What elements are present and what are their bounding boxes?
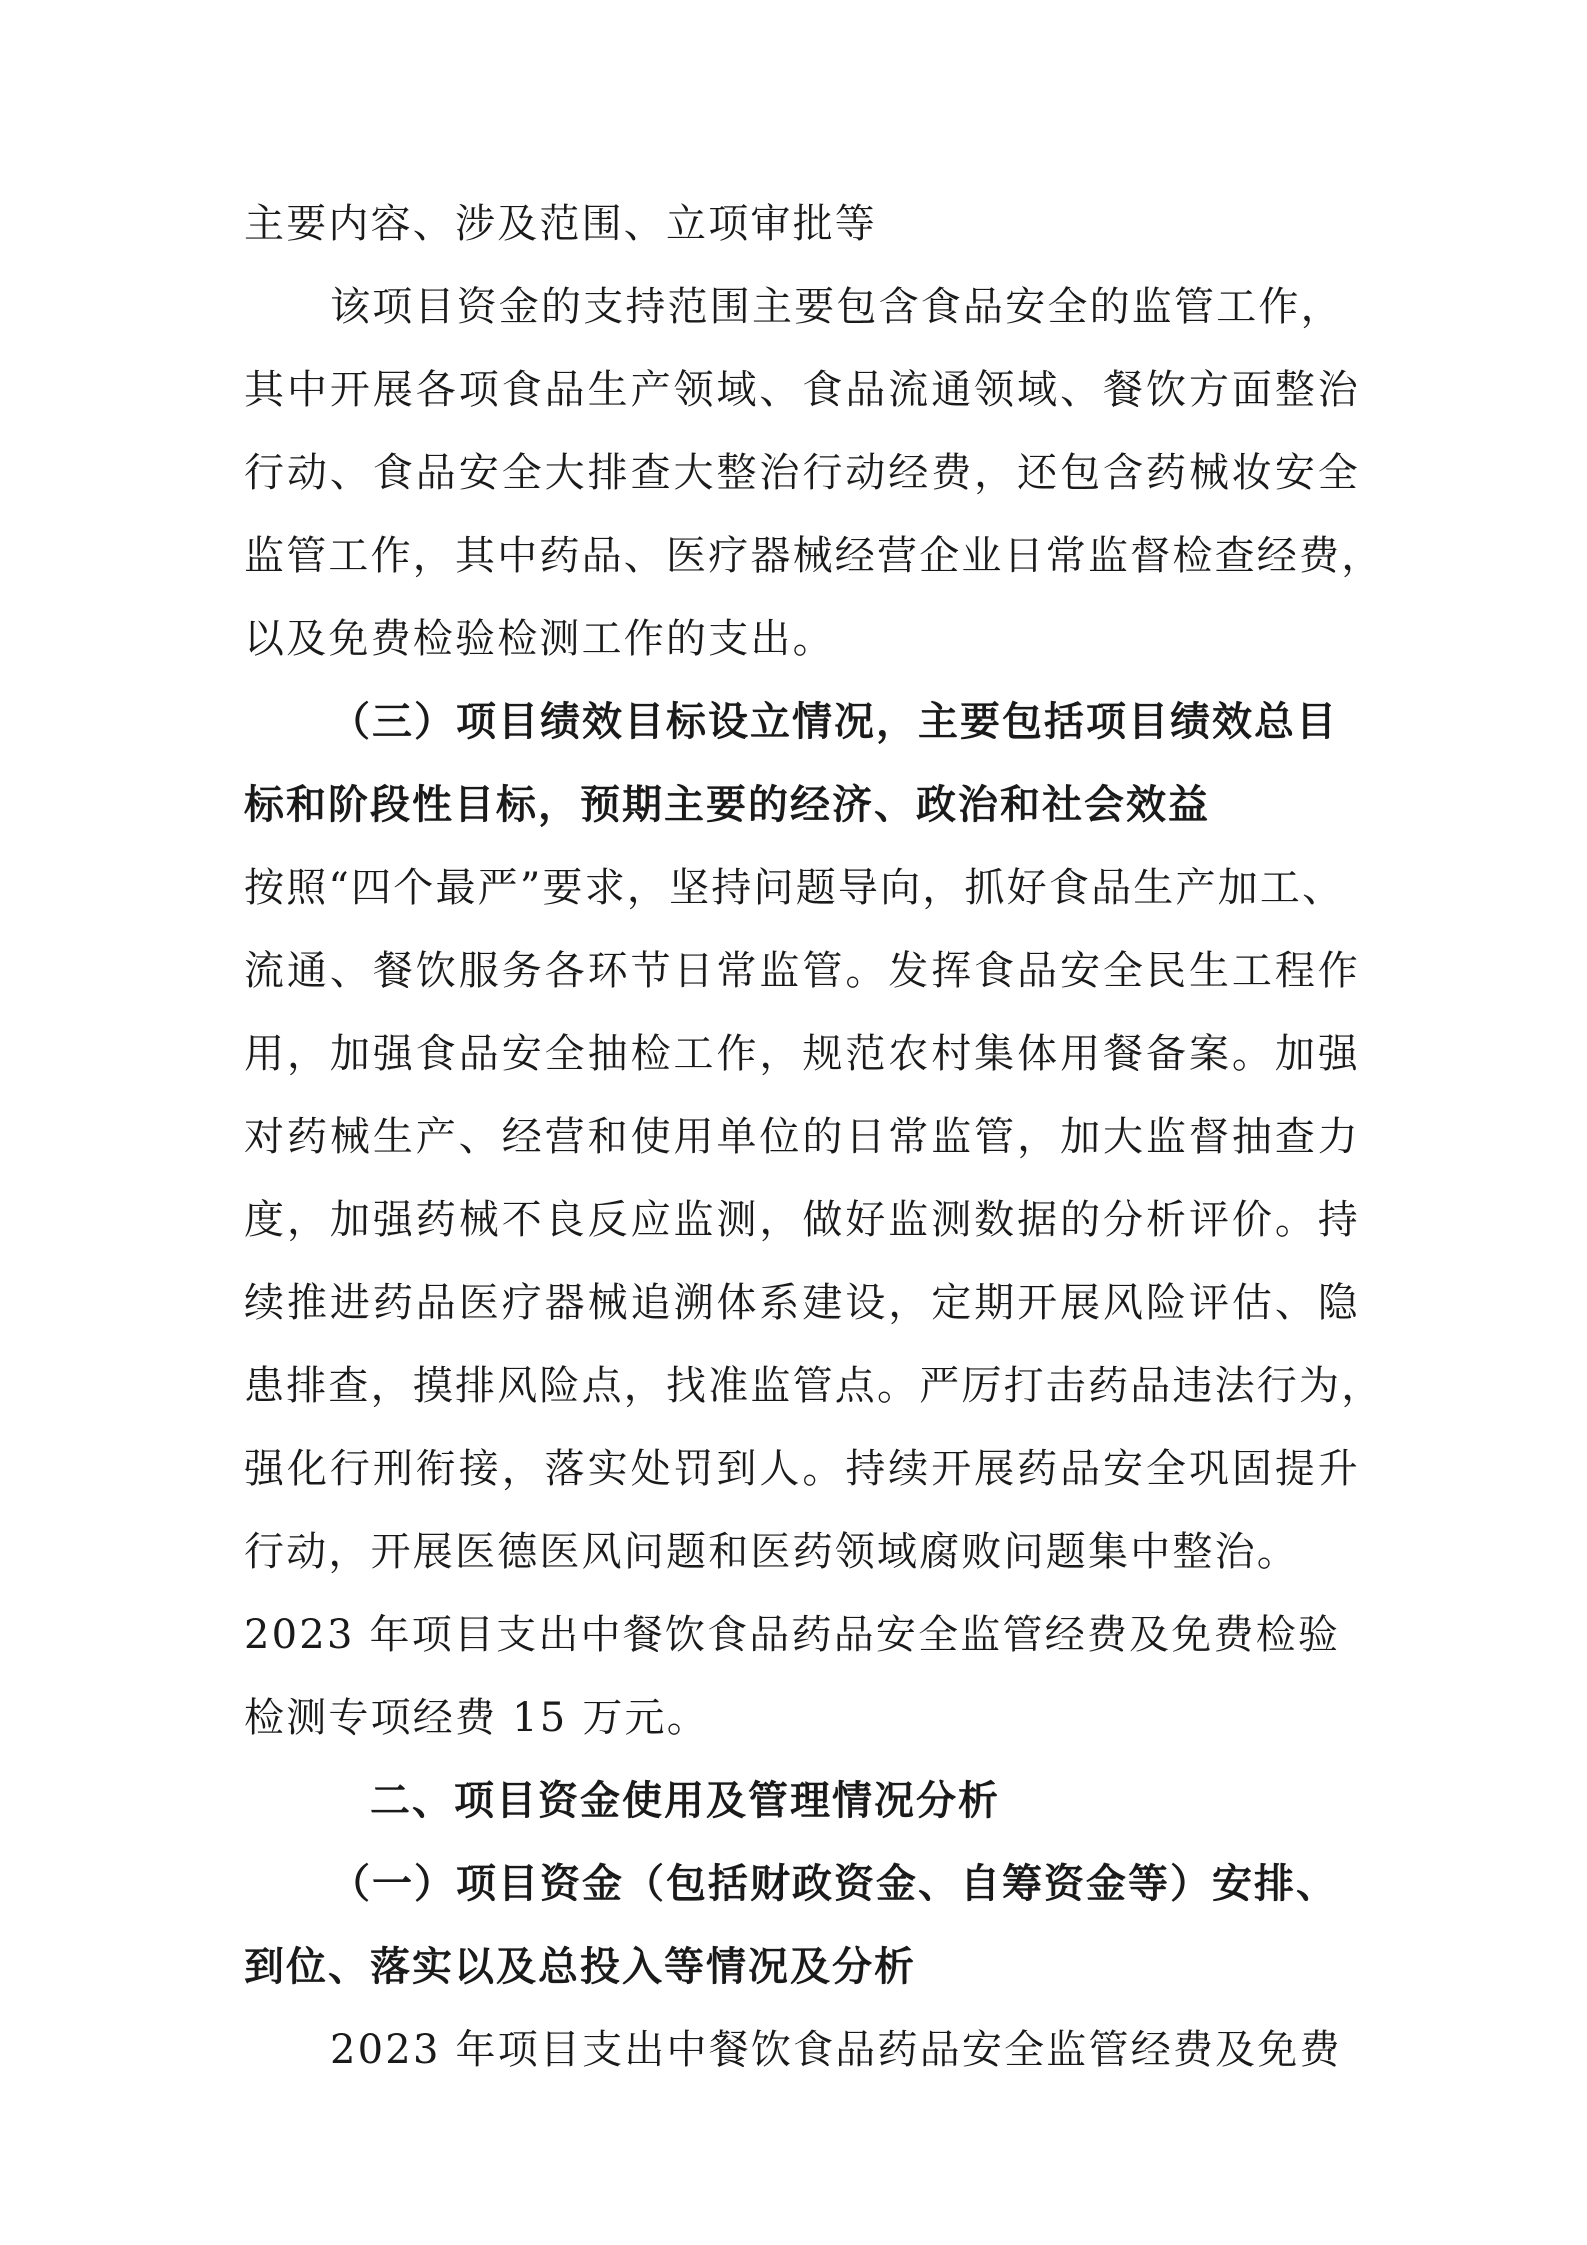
text-line-1: 主要内容、涉及范围、立项审批等 — [244, 201, 877, 247]
text-line-13: 度，加强药械不良反应监测，做好监测数据的分析评价。持 — [244, 1197, 1360, 1243]
text-line-3: 其中开展各项食品生产领域、食品流通领域、餐饮方面整治 — [244, 367, 1360, 413]
text-line-23: 2023 年项目支出中餐饮食品药品安全监管经费及免费 — [330, 2027, 1342, 2073]
text-line-16: 强化行刑衔接，落实处罚到人。持续开展药品安全巩固提升 — [244, 1446, 1360, 1492]
text-line-17: 行动，开展医德医风问题和医药领域腐败问题集中整治。 — [244, 1529, 1299, 1575]
text-line-9: 按照“四个最严”要求，坚持问题导向，抓好食品生产加工、 — [244, 865, 1345, 911]
text-line-18: 2023 年项目支出中餐饮食品药品安全监管经费及免费检验 — [244, 1612, 1341, 1658]
section-heading-3-line-2: 标和阶段性目标，预期主要的经济、政治和社会效益 — [244, 782, 1210, 828]
text-line-4: 行动、食品安全大排查大整治行动经费，还包含药械妆安全 — [244, 450, 1360, 496]
text-line-10: 流通、餐饮服务各环节日常监管。发挥食品安全民生工程作 — [244, 948, 1360, 994]
text-line-6: 以及免费检验检测工作的支出。 — [244, 616, 835, 662]
text-line-5: 监管工作，其中药品、医疗器械经营企业日常监督检查经费， — [244, 533, 1384, 579]
text-line-2: 该项目资金的支持范围主要包含食品安全的监管工作， — [330, 284, 1343, 330]
text-line-12: 对药械生产、经营和使用单位的日常监管，加大监督抽查力 — [244, 1114, 1360, 1160]
section-heading-2: 二、项目资金使用及管理情况分析 — [370, 1778, 1000, 1824]
section-heading-2-1-line-1: （一）项目资金（包括财政资金、自筹资金等）安排、 — [330, 1861, 1338, 1907]
section-heading-2-1-line-2: 到位、落实以及总投入等情况及分析 — [244, 1944, 916, 1990]
text-line-11: 用，加强食品安全抽检工作，规范农村集体用餐备案。加强 — [244, 1031, 1360, 1077]
text-line-19: 检测专项经费 15 万元。 — [244, 1695, 709, 1741]
section-heading-3-line-1: （三）项目绩效目标设立情况，主要包括项目绩效总目 — [330, 699, 1338, 745]
text-line-15: 患排查，摸排风险点，找准监管点。严厉打击药品违法行为， — [244, 1363, 1384, 1409]
text-line-14: 续推进药品医疗器械追溯体系建设，定期开展风险评估、隐 — [244, 1280, 1360, 1326]
